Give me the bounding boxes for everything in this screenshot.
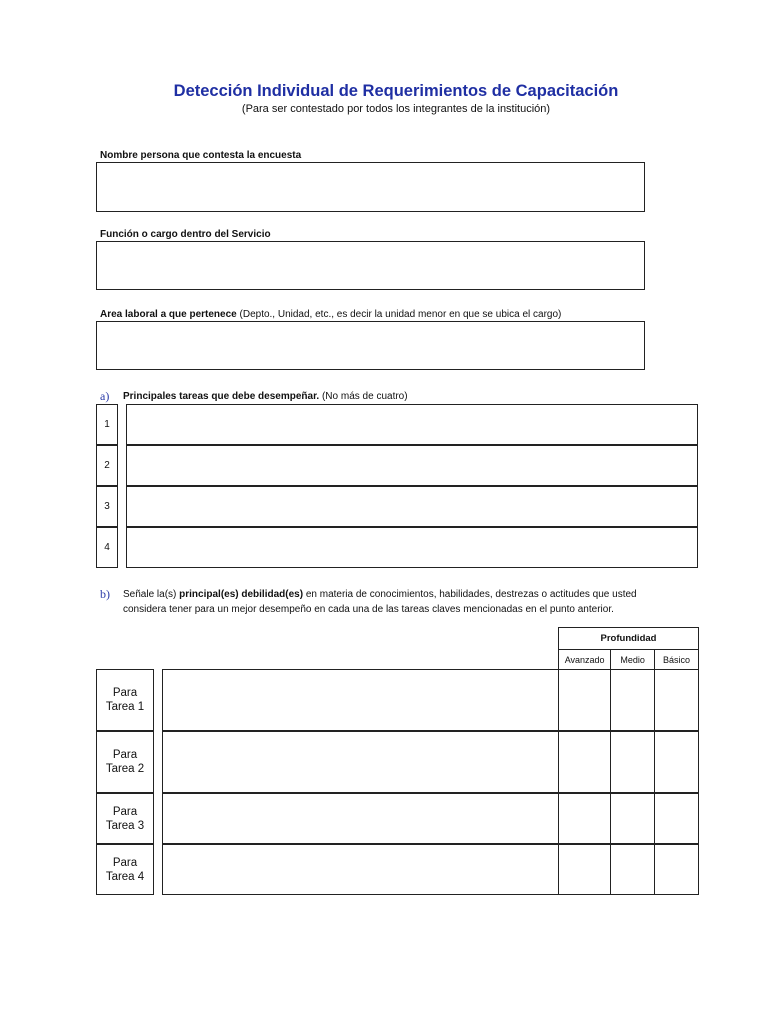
- funcion-input-box[interactable]: [96, 241, 645, 290]
- section-b-text-post: en materia de conocimientos, habilidades, destrezas o actitudes que usted: [303, 589, 637, 600]
- tarea-label-4-line2: Tarea 4: [105, 870, 145, 883]
- depth-level-medio: Medio: [611, 650, 655, 670]
- depth-avanzado-cell-3[interactable]: [558, 793, 611, 844]
- tarea-label-3-line2: Tarea 3: [105, 819, 145, 832]
- area-input-box[interactable]: [96, 321, 645, 370]
- section-b-line2: considera tener para un mejor desempeño en cada una de las tareas claves mencionadas en el punto anterior.: [123, 603, 614, 615]
- depth-medio-cell-4[interactable]: [610, 844, 655, 895]
- section-b-instructions: [123, 588, 703, 617]
- depth-basico-cell-1[interactable]: [654, 669, 699, 731]
- task-number-3: [96, 486, 118, 527]
- depth-medio-cell-3[interactable]: [610, 793, 655, 844]
- tarea-label-2: [96, 731, 154, 793]
- page-subtitle: (Para ser contestado por todos los integrantes de la institución): [241, 103, 551, 115]
- weakness-input-3[interactable]: [162, 793, 559, 844]
- task-number-4-text: 4: [104, 542, 110, 553]
- tarea-label-1-line2: Tarea 1: [105, 701, 145, 713]
- task-number-1: [96, 404, 118, 445]
- depth-avanzado-cell-1[interactable]: [558, 669, 611, 731]
- depth-basico-cell-2[interactable]: [654, 731, 699, 793]
- task-number-4: [96, 527, 118, 568]
- tarea-label-1: [96, 669, 154, 731]
- task-input-2[interactable]: [126, 445, 698, 486]
- depth-medio-cell-2[interactable]: [610, 731, 655, 793]
- section-a-label: [123, 391, 408, 402]
- depth-header-table: [558, 627, 699, 670]
- task-number-1-text: 1: [104, 419, 110, 430]
- weakness-input-1[interactable]: [162, 669, 559, 731]
- tarea-label-2-line1: Para: [112, 749, 138, 761]
- field-label-nombre: [100, 150, 301, 161]
- depth-avanzado-cell-2[interactable]: [558, 731, 611, 793]
- section-b-text-pre: Señale la(s): [123, 589, 180, 600]
- weakness-input-4[interactable]: [162, 844, 559, 895]
- task-number-2-text: 2: [104, 460, 110, 471]
- tarea-label-1-line1: Para: [112, 687, 138, 699]
- page-title: Detección Individual de Requerimientos de Capacitación: [173, 82, 619, 100]
- field-label-area-note: (Depto., Unidad, etc., es decir la unidad menor en que se ubica el cargo): [236, 309, 562, 320]
- section-a-label-note: (No más de cuatro): [319, 391, 408, 402]
- section-a-letter: a): [100, 389, 110, 403]
- tarea-label-3-line1: Para: [112, 805, 138, 818]
- field-label-funcion: [100, 229, 271, 240]
- nombre-input-box[interactable]: [96, 162, 645, 212]
- tarea-label-4: [96, 844, 154, 895]
- tarea-label-3: [96, 793, 154, 844]
- section-a-label-bold: Principales tareas que debe desempeñar.: [123, 391, 320, 402]
- tarea-label-4-line1: Para: [112, 856, 138, 869]
- section-b-letter: b): [100, 587, 110, 601]
- task-input-4[interactable]: [126, 527, 698, 568]
- field-label-area-text: Area laboral a que pertenece: [100, 309, 237, 320]
- depth-basico-cell-4[interactable]: [654, 844, 699, 895]
- field-label-funcion-text: Función o cargo dentro del Servicio: [100, 229, 271, 240]
- task-input-3[interactable]: [126, 486, 698, 527]
- depth-basico-cell-3[interactable]: [654, 793, 699, 844]
- section-b-line1: [123, 588, 703, 603]
- depth-avanzado-cell-4[interactable]: [558, 844, 611, 895]
- depth-header: Profundidad: [559, 628, 699, 650]
- task-number-2: [96, 445, 118, 486]
- tarea-label-2-line2: Tarea 2: [105, 763, 145, 775]
- field-label-nombre-text: Nombre persona que contesta la encuesta: [100, 150, 302, 161]
- weakness-input-2[interactable]: [162, 731, 559, 793]
- task-input-1[interactable]: [126, 404, 698, 445]
- depth-level-basico: Básico: [655, 650, 699, 670]
- field-label-area: [100, 309, 561, 320]
- depth-medio-cell-1[interactable]: [610, 669, 655, 731]
- depth-level-avanzado: Avanzado: [559, 650, 611, 670]
- task-number-3-text: 3: [104, 501, 110, 512]
- section-b-text-bold: principal(es) debilidad(es): [179, 589, 304, 600]
